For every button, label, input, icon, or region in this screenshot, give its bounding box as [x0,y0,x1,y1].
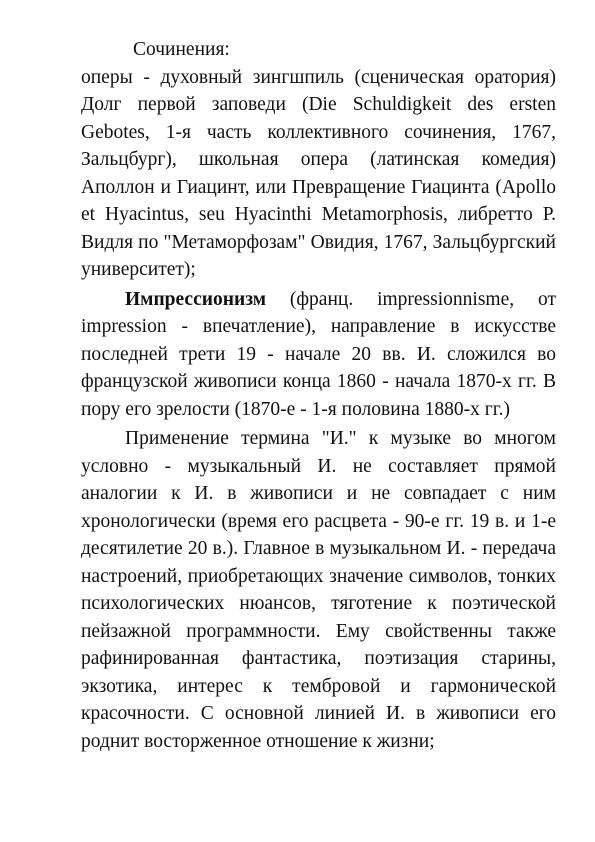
impressionism-term: Импрессионизм [125,288,267,310]
impressionism-definition-paragraph [81,286,556,424]
section-heading: Сочинения: [133,39,230,60]
music-impressionism-paragraph: Применение термина "И." к музыке во многом условно - музыкальный И. не составляет прямой аналогии к И. в живописи и не совпадает с ним хронологически (время его расцвета - 90-е гг. 19 в. и 1-е десятилетие 20 в.). Главное в музыкальном И. - передача настроений, приобретающих значение символов, тонких психологических нюансов, тяготение к поэтической пейзажной программности. Ему свойственны также рафинированная фантастика, поэтизация старины, экзотика, интерес к тембровой и гармонической красочности. С основной линией И. в живописи его роднит восторженное отношение к жизни; [81,428,556,752]
works-paragraph: оперы - духовный зингшпиль (сценическая оратория) Долг первой заповеди (Die Schuldigkeit des ersten Gebotes, 1-я часть коллективного сочинения, 1767, Зальцбург), школьная опера (латинская комедия) Аполлон и Гиацинт, или Превращение Гиацинта (Apollo et Hyacintus, seu Hyacinthi Metamorphosis, либретто Р. Видля по "Метаморфозам" Овидия, 1767, Зальцбургский университет); [81,66,556,280]
impressionism-definition-text: (франц. impressionnisme, от impression - впечатление), направление в искусстве последней трети 19 - начале 20 вв. И. сложился во французской живописи конца 1860 - начала 1870-х гг. В пору его зрелости (1870-е - 1-я половина 1880-х гг.) [81,288,556,420]
document-page [81,36,556,755]
